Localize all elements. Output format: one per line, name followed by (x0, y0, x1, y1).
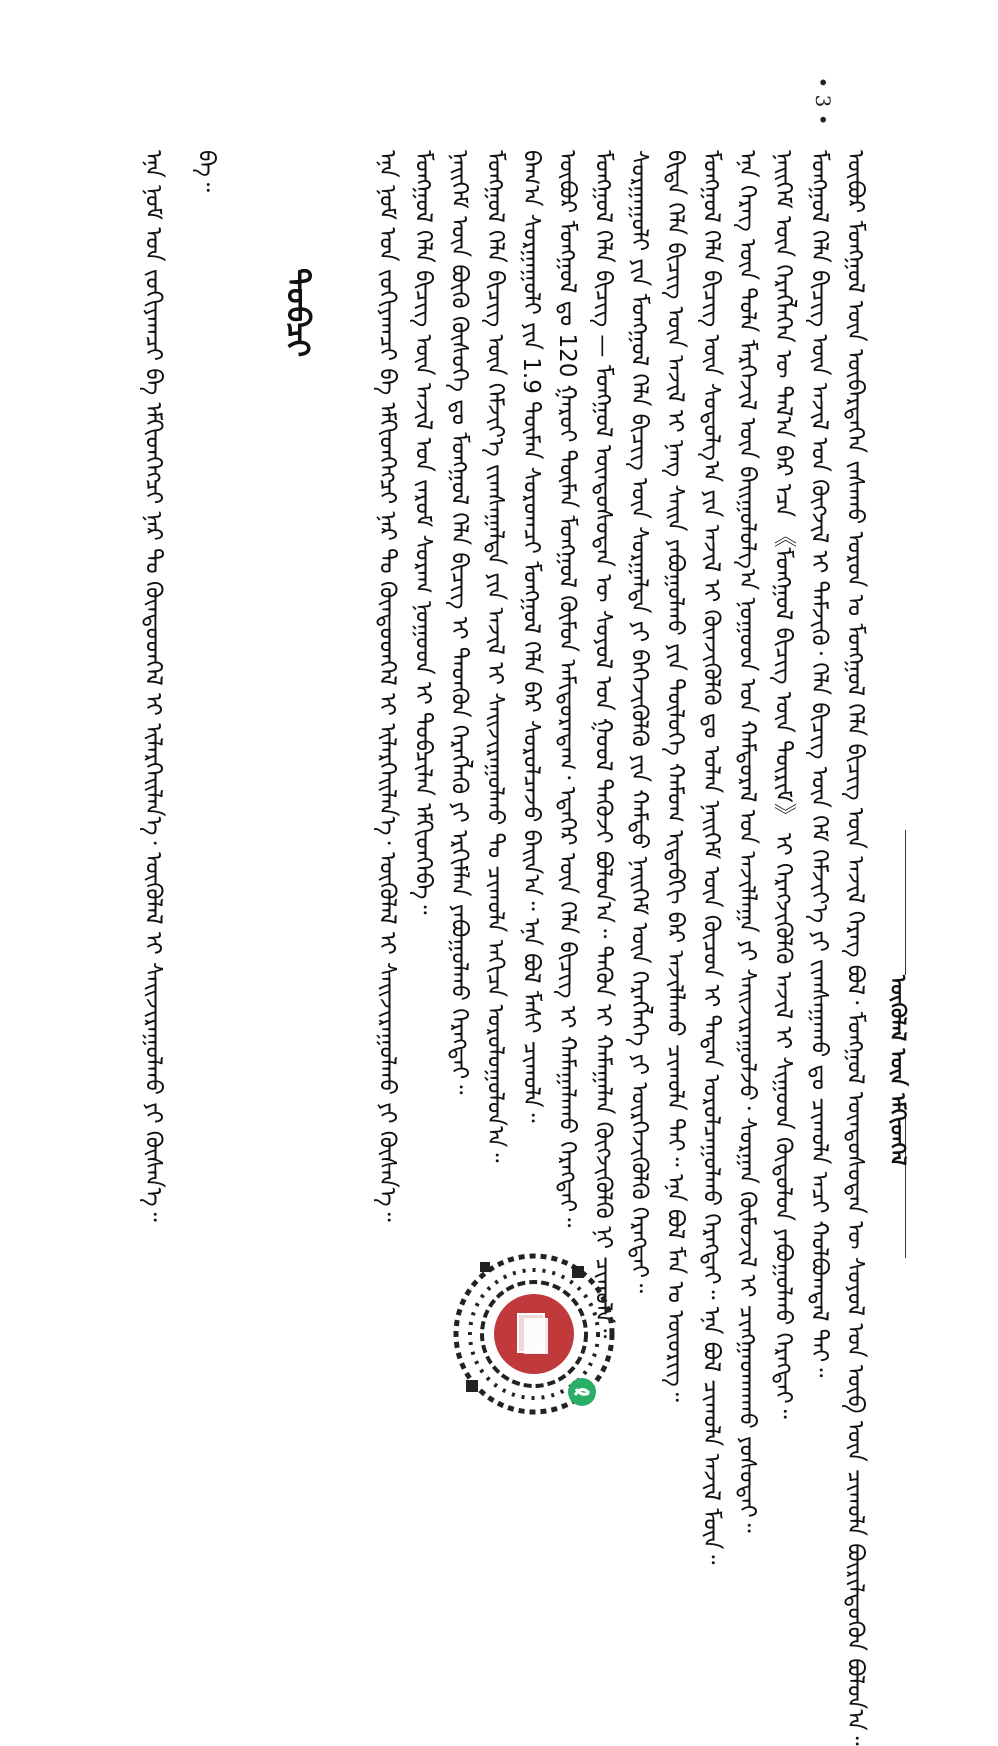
text-column-12: ᠨᠡᠢᠭᠡᠮ ᠦᠨ ᠪᠦᠬᠦ ᠬᠦᠰᠦᠭᠡ ᠳᠤ ᠮᠣᠩᠭᠣᠯ ᠬᠡᠯᠡ ᠪᠢᠴᠢᠭ ᠢ ᠲᠡᠳᠭᠦᠨ ᠬᠡᠷᠡᠭᠯᠡᠬᠦ ᠶᠢ ᠡᠷᠬᠢᠮᠯᠡᠨ ᠶᠠᠪᠤᠭᠤᠯᠬᠤ ᠬᠡᠷᠡᠭᠲᠡᠢ᠃ (446, 150, 472, 1095)
text-column-14: ᠡᠨᠡ ᠨᠣᠮ ᠤᠨ ᠵᠣᠬᠢᠶᠠᠭᠴᠢ ᠪᠠ ᠡᠮᠬᠢᠳᠬᠡᠭᠴᠢ ᠨᠠᠷ ᠲᠤ ᠬᠦᠨᠳᠦᠳᠬᠡᠯ ᠢ ᠢᠯᠡᠷᠬᠡᠢᠯᠡᠨ᠎ᠡ᠂ ᠥᠭᠦᠯᠡᠯ ᠢ ᠰᠠᠢᠵᠢᠷᠠᠭᠤᠯᠬᠤ ᠶᠢ ᠬᠦᠰᠡᠨ᠎ᠡ᠃ (374, 150, 400, 1222)
text-column-1: ᠥᠪᠦᠷ ᠮᠣᠩᠭᠣᠯ ᠦᠨ ᠥᠪᠡᠷᠲᠡᠭᠡᠨ ᠵᠠᠰᠠᠬᠤ ᠣᠷᠤᠨ ᠤ ᠮᠣᠩᠭᠣᠯ ᠬᠡᠯᠡ ᠪᠢᠴᠢᠭ ᠦᠨ ᠠᠵᠢᠯ ᠬᠡᠷᠡᠭ ᠪᠣᠯ᠂ ᠮᠣᠩᠭᠣᠯ ᠦᠨᠳᠦᠰᠦᠲᠡᠨ ᠦ ᠰᠣᠶᠣᠯ ᠤᠨ ᠥᠪ ᠦᠨ ᠴᠢᠬᠤᠯᠠ ᠪᠦᠷᠢᠯᠳᠦᠬᠦᠨ ᠪᠣᠯᠤᠨ᠎ᠠ᠃ (842, 150, 868, 1746)
text-column-13: ᠮᠣᠩᠭᠣᠯ ᠬᠡᠯᠡ ᠪᠢᠴᠢᠭ ᠦᠨ ᠠᠵᠢᠯ ᠤᠨ ᠵᠠᠷᠤᠮ ᠰᠤᠷᠠᠭ ᠨᠤᠭᠤᠳ ᠢ ᠲᠣᠪᠴᠢᠯᠠᠨ ᠡᠮᠬᠢᠳᠭᠡᠪᠡ᠃ (410, 150, 436, 915)
text-column-10: ᠪᠠᠭ᠎ᠠ ᠰᠤᠷᠭᠠᠭᠤᠯᠢ ᠶᠢᠨ 1.9 ᠲᠦᠮᠡᠨ ᠰᠤᠷᠤᠭᠴᠢ ᠮᠣᠩᠭᠣᠯ ᠬᠡᠯᠡ ᠪᠡᠷ ᠰᠤᠷᠤᠯᠴᠠᠵᠤ ᠪᠠᠢᠨ᠎ᠠ᠃ ᠡᠨᠡ ᠪᠣᠯ ᠮᠠᠰᠢ ᠴᠢᠬᠤᠯᠠ᠃ (518, 150, 544, 1123)
running-header-title: ᠦᠭᠦᠯᠡᠯ ᠦᠨ ᠡᠮᠬᠢᠳᠬᠡᠯ (893, 975, 917, 1115)
section-heading: ᠲᠣᠪᠴᠢ (279, 268, 317, 358)
text-column-4: ᠡᠨᠡ ᠬᠡᠷᠡᠭ ᠦᠨ ᠲᠤᠯᠠ ᠮᠡᠷᠭᠡᠵᠢᠯ ᠦᠨ ᠪᠠᠢᠭᠤᠯᠤᠯᠭ᠎ᠠ ᠨᠤᠭᠤᠳ ᠤᠨ ᠬᠠᠮᠲᠤᠷᠠᠯ ᠤᠨ ᠠᠵᠢᠯᠯᠠᠭᠠ ᠶᠢ ᠰᠠᠢᠵᠢᠷᠠᠭᠤᠯᠵᠤ᠂ ᠰᠤᠷᠭᠠᠨ ᠬᠦᠮᠦᠵᠢᠯ ᠢ ᠴᠢᠩᠭᠠᠳᠬᠠᠬᠤ ᠶᠣᠰᠣᠲᠠᠢ᠃ (734, 150, 760, 1533)
text-column-11: ᠮᠣᠩᠭᠣᠯ ᠬᠡᠯᠡ ᠪᠢᠴᠢᠭ ᠦᠨ ᠬᠡᠮᠵᠢᠶ᠎ᠡ ᠵᠢᠭᠰᠠᠭᠠᠯᠲᠠ ᠶᠢᠨ ᠠᠵᠢᠯ ᠢ ᠰᠠᠢᠵᠢᠷᠠᠭᠤᠯᠬᠤ ᠲᠤ ᠴᠢᠬᠤᠯᠠ ᠠᠬᠢᠴᠠ ᠤᠷᠤᠯᠤᠭᠤᠯᠤᠨ᠎ᠠ᠃ (482, 150, 508, 1163)
text-column-8: ᠮᠣᠩᠭᠣᠯ ᠬᠡᠯᠡ ᠪᠢᠴᠢᠭ — ᠮᠣᠩᠭᠣᠯ ᠦᠨᠳᠦᠰᠦᠲᠡᠨ ᠦ ᠰᠣᠶᠣᠯ ᠤᠨ ᠭᠣᠣᠯ ᠲᠡᠭᠦᠵᠢ ᠪᠣᠯᠤᠨ᠎ᠠ᠃ ᠲᠡᠭᠦᠨ ᠢ ᠬᠠᠮᠠᠭᠠᠯᠠᠨ ᠬᠥᠭᠵᠢᠭᠦᠯᠬᠦ ᠨᠢ ᠴᠢᠬᠤᠯᠠ᠃ (590, 150, 616, 1339)
text-column-2: ᠮᠣᠩᠭᠣᠯ ᠬᠡᠯᠡ ᠪᠢᠴᠢᠭ ᠦᠨ ᠠᠵᠢᠯ ᠤᠨ ᠬᠥᠭᠵᠢᠯ ᠢ ᠳᠡᠮᠵᠢᠬᠦ᠂ ᠬᠡᠯᠡ ᠪᠢᠴᠢᠭ ᠦᠨ ᠬᠡᠮ ᠬᠡᠮᠵᠢᠶ᠎ᠡ ᠶᠢ ᠵᠢᠭᠰᠠᠭᠠᠬᠤ ᠳᠤ ᠴᠢᠬᠤᠯᠠ ᠠᠴᠢ ᠬᠣᠯᠪᠣᠭᠳᠠᠯ ᠲᠠᠢ᠃ (806, 150, 832, 1378)
text-column-bottom: ᠡᠨᠡ ᠨᠣᠮ ᠤᠨ ᠵᠣᠬᠢᠶᠠᠭᠴᠢ ᠪᠠ ᠡᠮᠬᠢᠳᠬᠡᠭᠴᠢ ᠨᠠᠷ ᠲᠤ ᠬᠦᠨᠳᠦᠳᠬᠡᠯ ᠢ ᠢᠯᠡᠷᠬᠡᠢᠯᠡᠨ᠎ᠡ᠂ ᠥᠭᠦᠯᠡᠯ ᠢ ᠰᠠᠢᠵᠢᠷᠠᠭᠤᠯᠬᠤ ᠶᠢ ᠬᠦᠰᠡᠨ᠎ᠡ᠃ (140, 150, 166, 1222)
text-column-9: ᠥᠪᠦᠷ ᠮᠣᠩᠭᠣᠯ ᠳᠤ 120 ᠭᠠᠷᠤᠢ ᠲᠦᠮᠡᠨ ᠮᠣᠩᠭᠣᠯ ᠬᠥᠮᠦᠨ ᠠᠮᠢᠳᠤᠷᠠᠳᠠᠭ᠂ ᠡᠳᠡᠭᠡᠷ ᠦᠨ ᠬᠡᠯᠡ ᠪᠢᠴᠢᠭ ᠢ ᠬᠠᠮᠠᠭᠠᠯᠠᠬᠤ ᠬᠡᠷᠡᠭᠲᠡᠢ᠃ (554, 150, 580, 1228)
qr-code-icon (452, 1252, 617, 1417)
text-column-5: ᠮᠣᠩᠭᠣᠯ ᠬᠡᠯᠡ ᠪᠢᠴᠢᠭ ᠦᠨ ᠰᠤᠳᠤᠯᠭ᠎ᠠ ᠶᠢᠨ ᠠᠵᠢᠯ ᠢ ᠭᠦᠨᠵᠢᠭᠦᠯᠬᠦ ᠳᠤ ᠣᠯᠠᠨ ᠨᠡᠢᠭᠡᠮ ᠦᠨ ᠬᠦᠴᠦᠨ ᠢ ᠲᠠᠲᠠᠨ ᠣᠷᠤᠯᠴᠠᠭᠤᠯᠬᠤ ᠬᠡᠷᠡᠭᠲᠡᠢ᠃ ᠡᠨᠡ ᠪᠣᠯ ᠴᠢᠬᠤᠯᠠ ᠠᠵᠢᠯ ᠮᠥᠨ᠃ (698, 150, 724, 1565)
text-column-6: ᠪᠢᠳᠡ ᠬᠡᠯᠡ ᠪᠢᠴᠢᠭ ᠦᠨ ᠠᠵᠢᠯ ᠢ ᠨᠡᠩ ᠰᠠᠢᠨ ᠶᠠᠪᠤᠭᠤᠯᠬᠤ ᠶᠢᠨ ᠲᠥᠯᠦᠭᠡ ᠬᠠᠮᠤᠭ ᠢᠳᠡᠪᠬᠢ ᠪᠡᠷ ᠠᠵᠢᠯᠯᠠᠬᠤ ᠴᠢᠬᠤᠯᠠ ᠲᠠᠢ᠃ ᠡᠨᠡ ᠪᠣᠯ ᠮᠠᠨ ᠤ ᠦᠦᠷᠢᠭ᠃ (662, 150, 688, 1402)
page-number: • 3 • (811, 76, 835, 126)
ending-mark: ᠪᠠ᠃ (193, 150, 219, 193)
text-column-7: ᠰᠤᠷᠭᠠᠭᠤᠯᠢ ᠶᠢᠨ ᠮᠣᠩᠭᠣᠯ ᠬᠡᠯᠡ ᠪᠢᠴᠢᠭ ᠦᠨ ᠰᠤᠷᠭᠠᠯᠲᠠ ᠶᠢ ᠪᠡᠬᠡᠵᠢᠭᠦᠯᠬᠦ ᠶᠢᠨ ᠬᠠᠮᠲᠤ ᠨᠡᠢᠭᠡᠮ ᠦᠨ ᠬᠡᠷᠡᠭᠯᠡᠭᠡ ᠶᠢ ᠥᠷᠭᠡᠵᠢᠭᠦᠯᠬᠦ ᠬᠡᠷᠡᠭᠲᠡᠢ᠃ (626, 150, 652, 1294)
text-column-3: ᠨᠡᠢᠭᠡᠮ ᠦᠨ ᠬᠡᠷᠡᠭᠯᠡᠭᠡᠨ ᠦ ᠲᠠᠯ᠎ᠠ ᠪᠡᠷ ᠡᠴᠡ 《ᠮᠣᠩᠭᠣᠯ ᠪᠢᠴᠢᠭ ᠦᠨ ᠳᠦᠷᠢᠮ》 ᠢ ᠬᠡᠷᠡᠭᠵᠢᠭᠦᠯᠬᠦ ᠠᠵᠢᠯ ᠢ ᠰᠢᠭᠤᠳ ᠬᠥᠲᠦᠯᠦᠨ ᠶᠠᠪᠤᠭᠤᠯᠬᠤ ᠬᠡᠷᠡᠭᠲᠡᠢ᠃ (770, 150, 796, 1419)
